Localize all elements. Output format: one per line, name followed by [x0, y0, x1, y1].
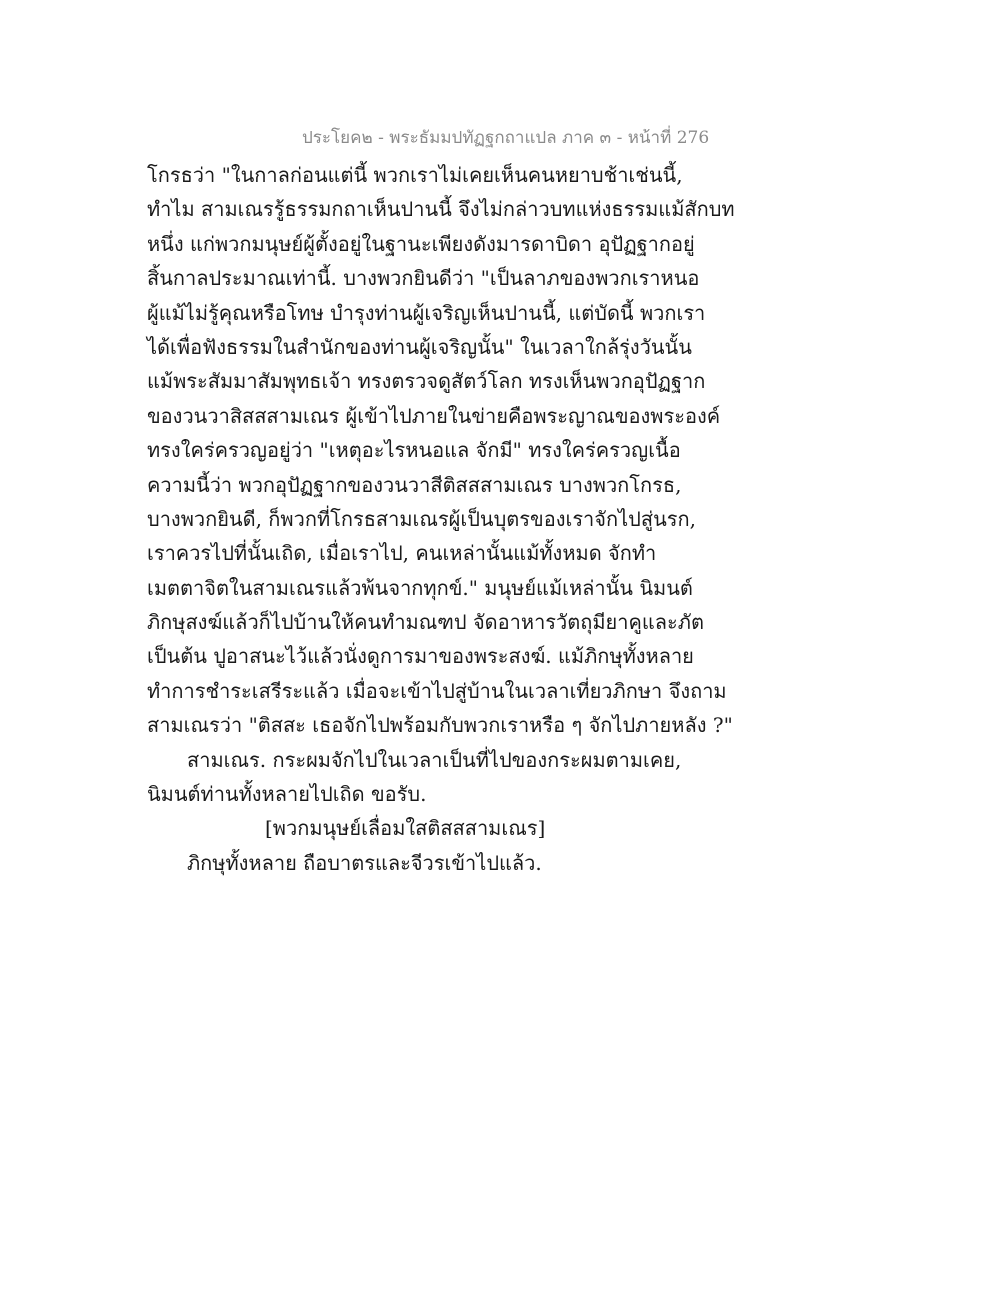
text-line: เมตตาจิตในสามเณรแล้วพ้นจากทุกข์." มนุษย์แม้เหล่านั้น นิมนต์: [147, 575, 693, 600]
text-line: ความนี้ว่า พวกอุปัฏฐากของวนวาสีติสสสามเณร บางพวกโกรธ,: [147, 472, 682, 497]
final-line: ภิกษุทั้งหลาย ถือบาตรและจีวรเข้าไปแล้ว.: [187, 850, 542, 875]
section-title: [พวกมนุษย์เลื่อมใสติสสสามเณร]: [265, 816, 546, 841]
running-title: ประโยค๒ - พระธัมมปทัฏฐกถาแปล ภาค ๓ - หน้าที่ 276: [302, 128, 710, 148]
text-line: สามเณรว่า "ติสสะ เธอจักไปพร้อมกับพวกเราหรือ ๆ จักไปภายหลัง ?": [147, 713, 733, 738]
text-line: ผู้แม้ไม่รู้คุณหรือโทษ บำรุงท่านผู้เจริญเห็นปานนี้, แต่บัดนี้ พวกเรา: [147, 300, 706, 325]
text-line: หนึ่ง แก่พวกมนุษย์ผู้ตั้งอยู่ในฐานะเพียงดังมารดาบิดา อุปัฏฐากอยู่: [147, 231, 695, 256]
text-line: โกรธว่า "ในกาลก่อนแต่นี้ พวกเราไม่เคยเห็นคนหยาบช้าเช่นนี้,: [147, 163, 683, 187]
text-line: บางพวกยินดี, ก็พวกที่โกรธสามเณรผู้เป็นบุตรของเราจักไปสู่นรก,: [147, 506, 696, 531]
text-line: ทำการชำระเสรีระแล้ว เมื่อจะเข้าไปสู่บ้านในเวลาเที่ยวภิกษา จึงถาม: [147, 678, 727, 703]
reply-line: นิมนต์ท่านทั้งหลายไปเถิด ขอรับ.: [147, 782, 427, 807]
text-line: เป็นต้น ปูอาสนะไว้แล้วนั่งดูการมาของพระสงฆ์. แม้ภิกษุทั้งหลาย: [147, 644, 694, 669]
body-text: [147, 158, 735, 880]
text-line: ทำไม สามเณรรู้ธรรมกถาเห็นปานนี้ จึงไม่กล่าวบทแห่งธรรมแม้สักบท: [147, 197, 735, 222]
text-line: ภิกษุสงฆ์แล้วก็ไปบ้านให้คนทำมณฑป จัดอาหารวัตถุมียาคูและภัต: [147, 610, 704, 635]
text-line: สิ้นกาลประมาณเท่านี้. บางพวกยินดีว่า "เป็นลาภของพวกเราหนอ: [147, 266, 700, 291]
text-line: เราควรไปที่นั้นเถิด, เมื่อเราไป, คนเหล่านั้นแม้ทั้งหมด จักทำ: [147, 541, 657, 566]
text-line: ของวนวาสิสสสามเณร ผู้เข้าไปภายในข่ายคือพระญาณของพระองค์: [147, 403, 721, 428]
reply-line: สามเณร. กระผมจักไปในเวลาเป็นที่ไปของกระผมตามเคย,: [187, 747, 682, 772]
text-line: แม้พระสัมมาสัมพุทธเจ้า ทรงตรวจดูสัตว์โลก ทรงเห็นพวกอุปัฏฐาก: [147, 369, 706, 394]
text-line: ได้เพื่อฟังธรรมในสำนักของท่านผู้เจริญนั้น" ในเวลาใกล้รุ่งวันนั้น: [147, 334, 692, 359]
text-line: ทรงใคร่ครวญอยู่ว่า "เหตุอะไรหนอแล จักมี" ทรงใคร่ครวญเนื้อ: [147, 438, 681, 463]
